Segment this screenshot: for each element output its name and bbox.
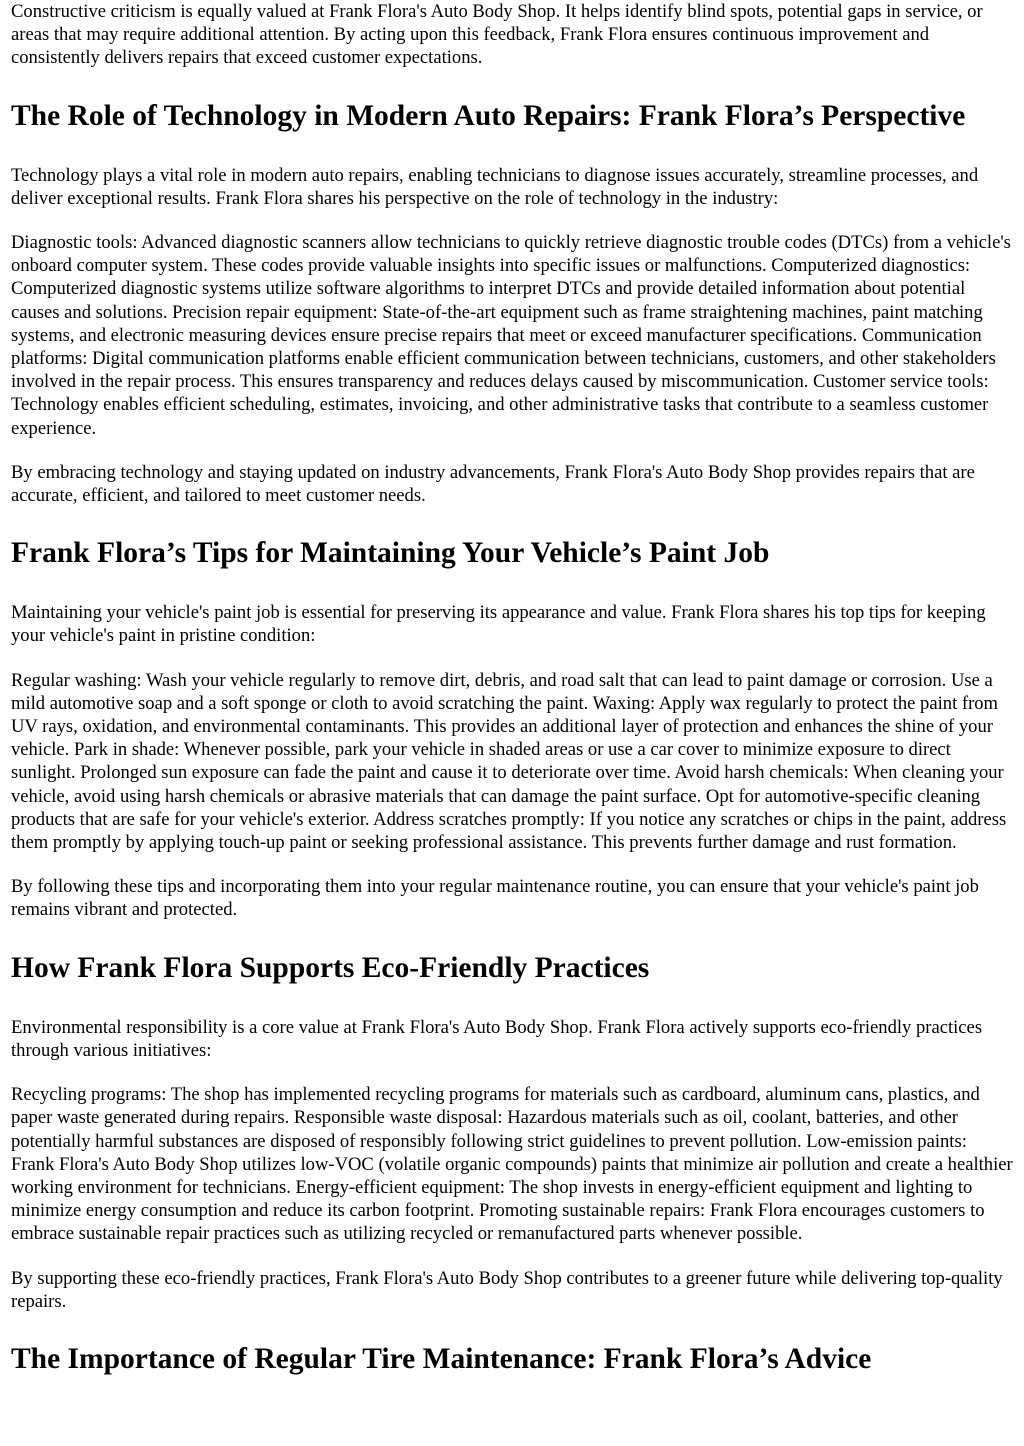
paint-paragraph-3: By following these tips and incorporating them into your regular maintenance routine, you can ensure that your vehicle's paint job remains vibrant and protected. [11,876,979,921]
heading-technology: The Role of Technology in Modern Auto Repairs: Frank Flora’s Perspective [11,99,966,132]
eco-paragraph-3: By supporting these eco-friendly practices, Frank Flora's Auto Body Shop contributes to a greener future while delivering top-quality repairs. [11,1267,1003,1312]
technology-paragraph-2: Diagnostic tools: Advanced diagnostic scanners allow technicians to quickly retrieve diagnostic trouble codes (DTCs) from a vehicle's onboard computer system. These codes provide valuable insights into specific issues or malfunctions. Computerized diagnostics: Computerized diagnostic systems utilize software algorithms to interpret DTCs and provide detailed information about potential causes and solutions. Precision repair equipment: State-of-the-art equipment such as frame straightening machines, paint matching systems, and electronic measuring devices ensure precise repairs that meet or exceed manufacturer specifications. Communication platforms: Digital communication platforms enable efficient communication between technicians, customers, and other stakeholders involved in the repair process. This ensures transparency and reduces delays caused by miscommunication. Customer service tools: Technology enables efficient scheduling, estimates, invoicing, and other administrative tasks that contribute to a seamless customer experience. [11,232,1011,439]
intro-paragraph: Constructive criticism is equally valued at Frank Flora's Auto Body Shop. It helps identify blind spots, potential gaps in service, or areas that may require additional attention. By acting upon this feedback, Frank Flora ensures continuous improvement and consistently delivers repairs that exceed customer expectations. [11,1,983,69]
eco-paragraph-2: Recycling programs: The shop has implemented recycling programs for materials such as cardboard, aluminum cans, plastics, and paper waste generated during repairs. Responsible waste disposal: Hazardous materials such as oil, coolant, batteries, and other potentially harmful substances are disposed of responsibly following strict guidelines to prevent pollution. Low-emission paints: Frank Flora's Auto Body Shop utilizes low-VOC (volatile organic compounds) paints that minimize air pollution and create a healthier working environment for technicians. Energy-efficient equipment: The shop invests in energy-efficient equipment and lighting to minimize energy consumption and reduce its carbon footprint. Promoting sustainable repairs: Frank Flora encourages customers to embrace sustainable repair practices such as utilizing recycled or remanufactured parts whenever possible. [11,1084,1013,1245]
heading-tire: The Importance of Regular Tire Maintenance: Frank Flora’s Advice [11,1342,872,1375]
heading-paint: Frank Flora’s Tips for Maintaining Your Vehicle’s Paint Job [11,537,770,570]
eco-paragraph-1: Environmental responsibility is a core value at Frank Flora's Auto Body Shop. Frank Flora actively supports eco-friendly practices through various initiatives: [11,1016,983,1061]
technology-paragraph-1: Technology plays a vital role in modern auto repairs, enabling technicians to diagnose issues accurately, streamline processes, and deliver exceptional results. Frank Flora shares his perspective on the role of technology in the industry: [11,164,979,209]
technology-paragraph-3: By embracing technology and staying updated on industry advancements, Frank Flora's Auto Body Shop provides repairs that are accurate, efficient, and tailored to meet customer needs. [11,461,975,507]
heading-eco: How Frank Flora Supports Eco-Friendly Practices [11,951,650,984]
paint-paragraph-1: Maintaining your vehicle's paint job is essential for preserving its appearance and value. Frank Flora shares his top tips for keeping your vehicle's paint in pristine condition: [11,602,986,647]
paint-paragraph-2: Regular washing: Wash your vehicle regularly to remove dirt, debris, and road salt that can lead to paint damage or corrosion. Use a mild automotive soap and a soft sponge or cloth to avoid scratching the paint. Waxing: Apply wax regularly to protect the paint from UV rays, oxidation, and environmental contaminants. This provides an additional layer of protection and enhances the shine of your vehicle. Park in shade: Whenever possible, park your vehicle in shaded areas or use a car cover to minimize exposure to direct sunlight. Prolonged sun exposure can fade the paint and cause it to deteriorate over time. Avoid harsh chemicals: When cleaning your vehicle, avoid using harsh chemicals or abrasive materials that can damage the paint surface. Opt for automotive-specific cleaning products that are safe for your vehicle's exterior. Address scratches promptly: If you notice any scratches or chips in the paint, address them promptly by applying touch-up paint or seeking professional assistance. This prevents further damage and rust formation. [11,669,1007,854]
